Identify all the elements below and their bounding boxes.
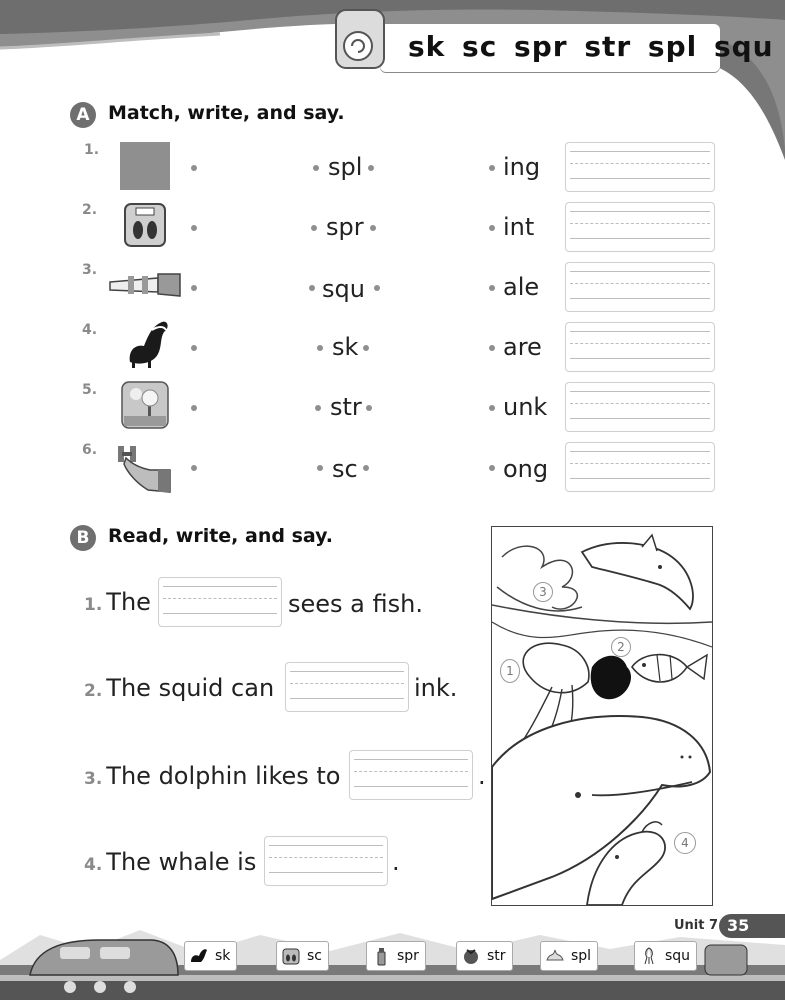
splint-arm-icon (108, 270, 184, 300)
sentence-2-end: ink. (414, 674, 458, 702)
match-dot-blend-left[interactable] (313, 165, 319, 171)
train-tag-label: spl (571, 948, 592, 964)
match-dot-blend-left[interactable] (317, 345, 323, 351)
match-dot-blend-right[interactable] (374, 285, 380, 291)
write-answer-box[interactable] (565, 262, 715, 312)
sentence-text: The dolphin likes to (106, 762, 341, 790)
match-dot-blend-left[interactable] (315, 405, 321, 411)
splash-icon (545, 946, 565, 966)
train-tag-sc (276, 941, 329, 971)
row-number: 1. (84, 142, 100, 158)
sentence-3-end: . (478, 762, 486, 790)
match-dot-left[interactable] (191, 225, 197, 231)
sentence-number: 1. (84, 595, 103, 615)
match-dot-left[interactable] (191, 285, 197, 291)
match-dot-left[interactable] (191, 465, 197, 471)
ending-word: ong (503, 455, 549, 483)
match-dot-ending[interactable] (489, 345, 495, 351)
strong-arm-dumbbell-icon (114, 444, 174, 494)
section-a-title: Match, write, and say. (108, 102, 345, 124)
scene-label: 3 (533, 582, 553, 602)
section-a-badge: A (70, 102, 96, 128)
sentence-4-blank[interactable] (264, 836, 388, 886)
row-number: 2. (82, 202, 98, 218)
strawberry-icon (461, 946, 481, 966)
match-dot-blend-left[interactable] (317, 465, 323, 471)
ending-word: ing (503, 153, 541, 181)
page-number: 35 (719, 914, 785, 938)
ending-word: are (503, 333, 542, 361)
sentence-4-end: . (392, 848, 400, 876)
train-tag-label: sc (307, 948, 322, 964)
sentence-number: 2. (84, 681, 103, 701)
skunk-icon (189, 946, 209, 966)
sentence-number: 3. (84, 769, 103, 789)
spray-bottle-icon (371, 946, 391, 966)
write-answer-box[interactable] (565, 442, 715, 492)
match-dot-ending[interactable] (489, 165, 495, 171)
row-number: 5. (82, 382, 98, 398)
write-answer-box[interactable] (565, 202, 715, 252)
blend-word: spl (328, 153, 363, 181)
sentence-3-start (84, 762, 340, 790)
blend-word: str (330, 393, 362, 421)
write-answer-box[interactable] (565, 142, 715, 192)
skunk-icon (122, 316, 172, 370)
blend-word: squ (322, 275, 365, 303)
row-number: 4. (82, 322, 98, 338)
unit-label: Unit 7 (674, 918, 719, 933)
row-number: 6. (82, 442, 98, 458)
train-tag-label: str (487, 948, 506, 964)
section-b-title: Read, write, and say. (108, 525, 333, 547)
match-dot-left[interactable] (191, 345, 197, 351)
blend-word: sk (332, 333, 359, 361)
squid-icon (639, 946, 659, 966)
match-dot-blend-right[interactable] (363, 465, 369, 471)
blend-word: spr (326, 213, 364, 241)
sentence-text: The (106, 588, 151, 616)
sentence-3-blank[interactable] (349, 750, 473, 800)
train-tag-label: sk (215, 948, 231, 964)
sentence-2-start (84, 674, 274, 702)
write-answer-box[interactable] (565, 322, 715, 372)
match-dot-blend-right[interactable] (368, 165, 374, 171)
scale-icon (122, 200, 168, 248)
match-dot-ending[interactable] (489, 285, 495, 291)
sentence-1-end: sees a fish. (288, 590, 423, 618)
sentence-2-blank[interactable] (285, 662, 409, 712)
sentence-text: The whale is (106, 848, 257, 876)
match-dot-blend-right[interactable] (366, 405, 372, 411)
match-dot-blend-right[interactable] (363, 345, 369, 351)
sentence-1-start (84, 588, 151, 616)
match-dot-blend-left[interactable] (309, 285, 315, 291)
train-tag-str (456, 941, 513, 971)
row-number: 3. (82, 262, 98, 278)
scene-label: 1 (500, 659, 520, 683)
ocean-scene (491, 526, 713, 906)
spring-landscape-icon (120, 380, 170, 430)
sentence-1-blank[interactable] (158, 577, 282, 627)
scene-label: 2 (611, 637, 631, 657)
train-tag-squ (634, 941, 697, 971)
scroll-roll-icon (330, 6, 390, 72)
scene-label: 4 (674, 832, 696, 854)
ending-word: ale (503, 273, 540, 301)
section-b-badge: B (70, 525, 96, 551)
train-tag-sk (184, 941, 237, 971)
header-phonics-set: sk sc spr str spl squ (408, 30, 774, 63)
sentence-text: The squid can (106, 674, 275, 702)
ending-word: unk (503, 393, 548, 421)
match-dot-blend-right[interactable] (370, 225, 376, 231)
match-dot-ending[interactable] (489, 405, 495, 411)
scale-icon (281, 946, 301, 966)
train-tag-spr (366, 941, 426, 971)
train-tag-spl (540, 941, 598, 971)
write-answer-box[interactable] (565, 382, 715, 432)
train-tag-label: spr (397, 948, 419, 964)
match-dot-blend-left[interactable] (311, 225, 317, 231)
match-dot-left[interactable] (191, 405, 197, 411)
blend-word: sc (332, 455, 358, 483)
match-dot-left[interactable] (191, 165, 197, 171)
match-dot-ending[interactable] (489, 225, 495, 231)
match-dot-ending[interactable] (489, 465, 495, 471)
sentence-number: 4. (84, 855, 103, 875)
sentence-4-start (84, 848, 256, 876)
ending-word: int (503, 213, 535, 241)
train-tag-label: squ (665, 948, 691, 964)
square-icon (118, 140, 172, 192)
